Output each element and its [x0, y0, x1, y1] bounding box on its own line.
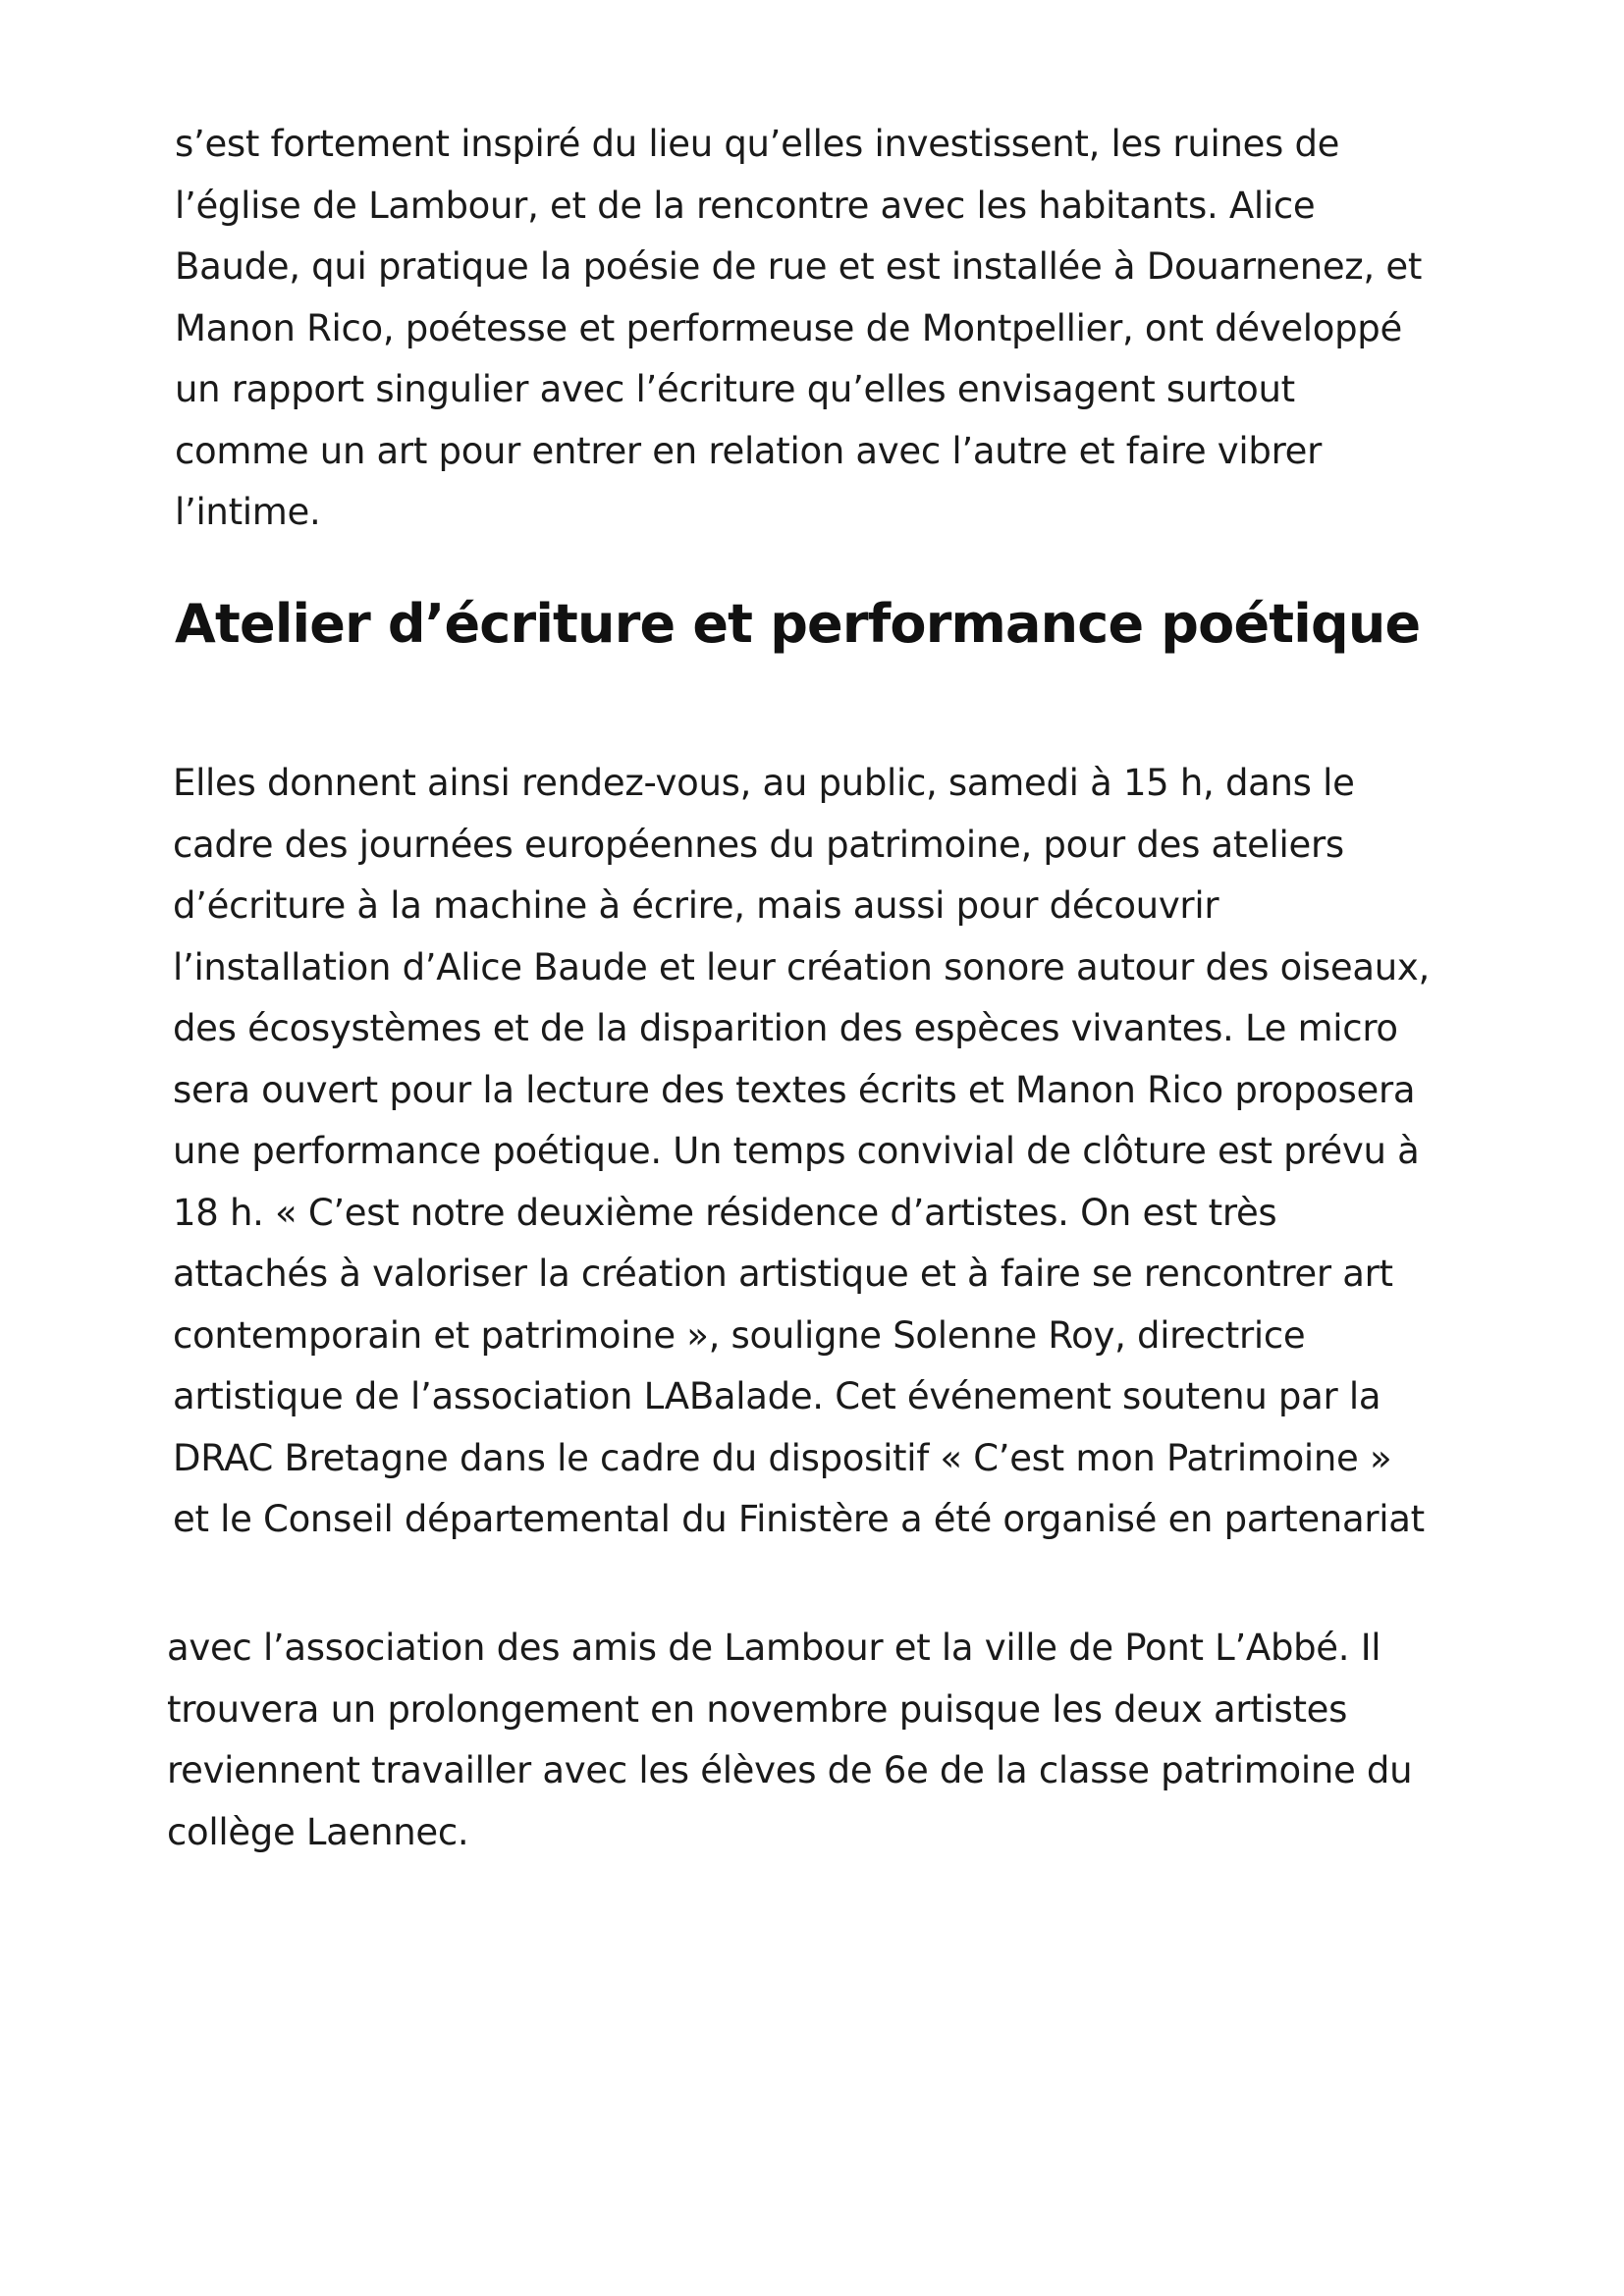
paragraph-line: une performance poétique. Un temps convivial de clôture est prévu à: [173, 1130, 1420, 1172]
paragraph-line: l’intime.: [175, 491, 321, 533]
paragraph-line: attachés à valoriser la création artistique et à faire se rencontrer art: [173, 1253, 1393, 1295]
paragraph-line: un rapport singulier avec l’écriture qu’elles envisagent surtout: [175, 368, 1295, 410]
paragraph-line: Baude, qui pratique la poésie de rue et est installée à Douarnenez, et: [175, 245, 1423, 288]
paragraph-line: s’est fortement inspiré du lieu qu’elles investissent, les ruines de: [175, 123, 1340, 165]
body-paragraph: [173, 753, 1430, 1551]
paragraph-line: avec l’association des amis de Lambour et la ville de Pont L’Abbé. Il: [167, 1627, 1381, 1669]
paragraph-line: artistique de l’association LABalade. Cet événement soutenu par la: [173, 1375, 1381, 1417]
section-heading: Atelier d’écriture et performance poétique: [175, 593, 1421, 655]
paragraph-line: collège Laennec.: [167, 1810, 469, 1853]
paragraph-line: des écosystèmes et de la disparition des espèces vivantes. Le micro: [173, 1007, 1398, 1049]
paragraph-line: sera ouvert pour la lecture des textes écrits et Manon Rico proposera: [173, 1068, 1416, 1111]
paragraph-line: cadre des journées européennes du patrimoine, pour des ateliers: [173, 823, 1344, 866]
paragraph-line: comme un art pour entrer en relation avec l’autre et faire vibrer: [175, 429, 1323, 472]
paragraph-line: et le Conseil départemental du Finistère a été organisé en partenariat: [173, 1498, 1425, 1540]
intro-paragraph: [175, 114, 1422, 544]
paragraph-line: 18 h. « C’est notre deuxième résidence d’artistes. On est très: [173, 1191, 1277, 1234]
paragraph-line: contemporain et patrimoine », souligne Solenne Roy, directrice: [173, 1313, 1306, 1357]
continuation-paragraph: [167, 1618, 1412, 1863]
paragraph-line: reviennent travailler avec les élèves de 6e de la classe patrimoine du: [167, 1749, 1413, 1791]
paragraph-line: DRAC Bretagne dans le cadre du dispositif « C’est mon Patrimoine »: [173, 1436, 1392, 1479]
paragraph-line: trouvera un prolongement en novembre puisque les deux artistes: [167, 1687, 1348, 1731]
paragraph-line: d’écriture à la machine à écrire, mais aussi pour découvrir: [173, 884, 1219, 927]
paragraph-line: l’installation d’Alice Baude et leur création sonore autour des oiseaux,: [173, 945, 1430, 988]
paragraph-line: Manon Rico, poétesse et performeuse de Montpellier, ont développé: [175, 306, 1402, 349]
paragraph-line: Elles donnent ainsi rendez-vous, au public, samedi à 15 h, dans le: [173, 762, 1355, 804]
paragraph-line: l’église de Lambour, et de la rencontre avec les habitants. Alice: [175, 184, 1316, 227]
